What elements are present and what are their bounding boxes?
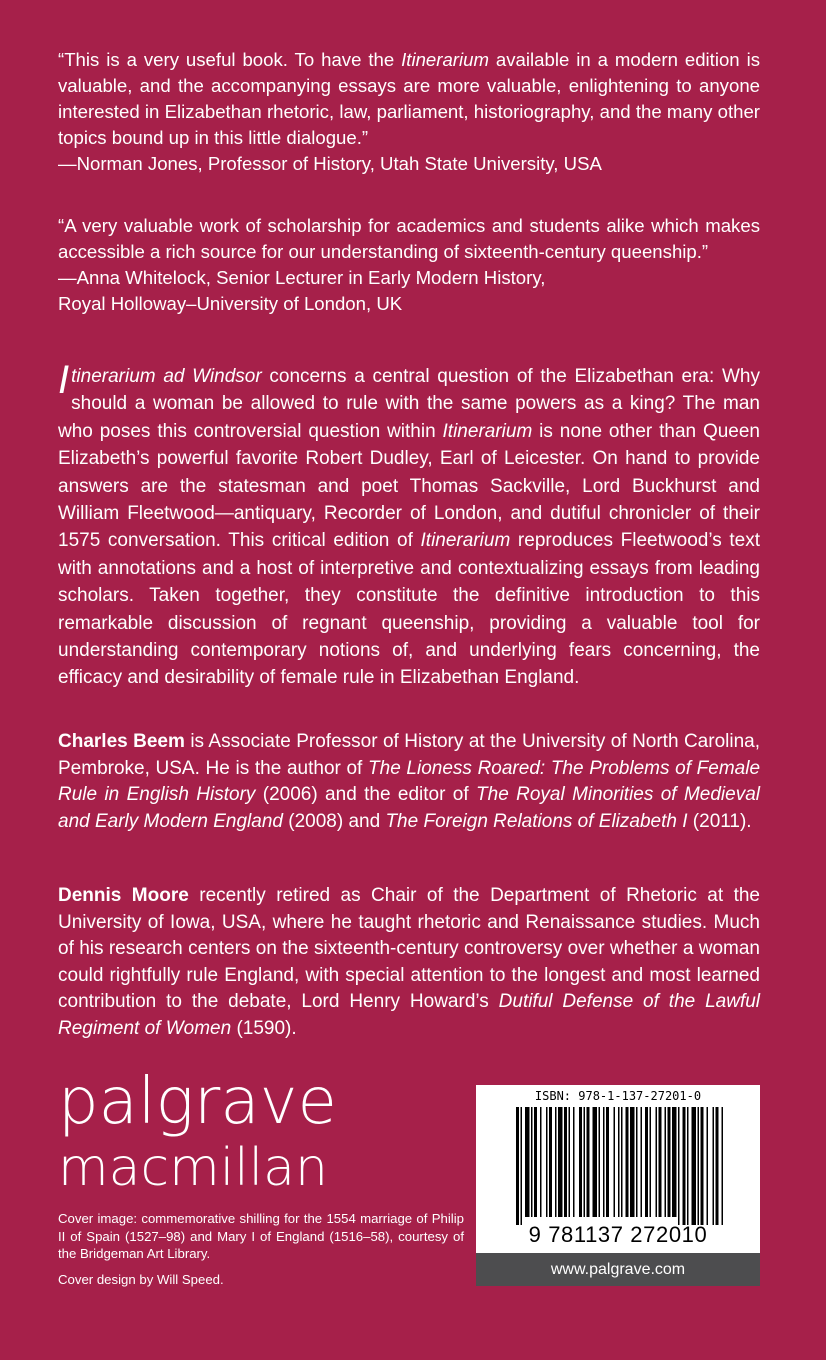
barcode-bar — [614, 1107, 616, 1217]
barcode-bar — [656, 1107, 658, 1217]
quote-2-attribution-line2: Royal Holloway–University of London, UK — [58, 293, 403, 314]
barcode-bar — [569, 1107, 571, 1217]
book-description — [58, 358, 761, 692]
author-name: Charles Beem — [58, 731, 185, 752]
barcode-bar — [516, 1107, 519, 1225]
barcode-bar — [713, 1107, 715, 1225]
barcode-bar — [555, 1107, 557, 1217]
barcode-bar — [659, 1107, 662, 1217]
barcode-bar — [549, 1107, 552, 1217]
barcode-bar — [672, 1107, 677, 1217]
barcode-bar — [603, 1107, 605, 1217]
quote-1-attribution: —Norman Jones, Professor of History, Utah State University, USA — [58, 153, 602, 174]
barcode-bar — [678, 1107, 680, 1225]
endorsement-quote-1 — [58, 47, 760, 177]
barcode-bar — [558, 1107, 563, 1217]
logo-line-1: palgrave — [58, 1065, 337, 1139]
logo-line-2: macmillan — [58, 1138, 328, 1198]
barcode-bar — [564, 1107, 567, 1217]
cover-image-credit: Cover image: commemorative shilling for the 1554 marriage of Philip II of Spain (1527–98) and Mary I of England (1516–58), courtesy of the Bridgeman Art Library. — [58, 1211, 464, 1261]
barcode-bar — [546, 1107, 548, 1217]
barcode-bar — [531, 1107, 533, 1217]
barcode-bar — [645, 1107, 648, 1217]
barcode-bar — [641, 1107, 643, 1217]
cover-design-credit: Cover design by Will Speed. — [58, 1271, 224, 1287]
endorsement-quote-2 — [58, 213, 760, 317]
barcode-bar — [722, 1107, 724, 1225]
author-bio-moore: Dennis Moore recently retired as Chair of the Department of Rhetoric at the University of Iowa, USA, where he taught rhetoric and Renaissance studies. Much of his research centers on the sixteenth-century controversy over whether a woman could rightfully rule England, with special attention to the longest and most learned contribution to the debate, Lord Henry Howard’s Dutiful Defense of the Lawful Regiment of Women (1590). — [58, 885, 761, 1039]
drop-cap: I — [58, 358, 70, 402]
barcode-bar — [650, 1107, 652, 1217]
barcode-bar — [584, 1107, 586, 1217]
publisher-logo — [58, 1065, 337, 1198]
barcode-bar — [707, 1107, 709, 1225]
barcode-bar — [630, 1107, 635, 1217]
barcode-bar — [716, 1107, 719, 1225]
isbn-label: ISBN: 978-1-137-27201-0 — [534, 1089, 702, 1103]
barcode-bar — [534, 1107, 537, 1217]
quote-2-attribution-line1: —Anna Whitelock, Senior Lecturer in Early Modern History, — [58, 267, 546, 288]
barcode-bar — [626, 1107, 629, 1217]
barcode-bar — [593, 1107, 598, 1217]
barcode-number: 9 781137 272010 — [528, 1222, 708, 1247]
barcode-bar — [573, 1107, 575, 1217]
quote-2-text: “A very valuable work of scholarship for academics and students alike which makes accessible a rich source for our understanding of sixteenth-century queenship.” — [58, 215, 760, 262]
barcode — [516, 1107, 726, 1225]
barcode-bar — [636, 1107, 638, 1217]
barcode-bar — [587, 1107, 590, 1217]
barcode-bar — [599, 1107, 601, 1217]
author-bio-beem: Charles Beem is Associate Professor of History at the University of North Carolina, Pembroke, USA. He is the author of The Lioness Roared: The Problems of Female Rule in English History (2006) and the editor of The Royal Minorities of Medieval and Early Modern England (2008) and The Foreign Relations of Elizabeth I (2011). — [58, 731, 761, 832]
barcode-panel — [476, 1085, 760, 1286]
barcode-bar — [521, 1107, 523, 1225]
barcode-bar — [621, 1107, 623, 1217]
barcode-bar — [665, 1107, 667, 1217]
barcode-bar — [692, 1107, 697, 1225]
barcode-bar — [606, 1107, 609, 1217]
barcode-bar — [579, 1107, 582, 1217]
description-paragraph: Itinerarium ad Windsor concerns a central question of the Elizabethan era: Why should a woman be allowed to rule with the same powers as a king? The man who poses this controversial question within Itinerarium is none other than Queen Elizabeth’s powerful favorite Robert Dudley, Earl of Leicester. On hand to provide answers are the statesman and poet Thomas Sackville, Lord Buckhurst and William Fleetwood—antiquary, Recorder of London, and dutiful chronicler of their 1575 conversation. This critical edition of Itinerarium reproduces Fleetwood’s text with annotations and a host of interpretive and contextualizing essays from leading scholars. Taken together, they constitute the definitive introduction to this remarkable discussion of regnant queenship, providing a valuable tool for understanding contemporary notions of, and underlying fears concerning, the efficacy and desirability of female rule in Elizabethan England. — [58, 358, 761, 689]
author-name: Dennis Moore — [58, 885, 189, 906]
barcode-bar — [525, 1107, 530, 1217]
barcode-bar — [540, 1107, 542, 1217]
barcode-bar — [618, 1107, 620, 1217]
barcode-bar — [701, 1107, 704, 1225]
barcode-bar — [698, 1107, 700, 1225]
quote-1-text: “This is a very useful book. To have the Itinerarium available in a modern edition is valuable, and the accompanying essays are more valuable, enlightening to anyone interested in Elizabethan rhetoric, law, parliament, historiography, and the many other topics bound up in this little dialogue.” — [58, 49, 760, 148]
barcode-bar — [687, 1107, 689, 1225]
publisher-website: www.palgrave.com — [476, 1253, 760, 1286]
barcode-bar — [683, 1107, 686, 1225]
cover-credits — [58, 1210, 464, 1296]
barcode-bar — [668, 1107, 671, 1217]
